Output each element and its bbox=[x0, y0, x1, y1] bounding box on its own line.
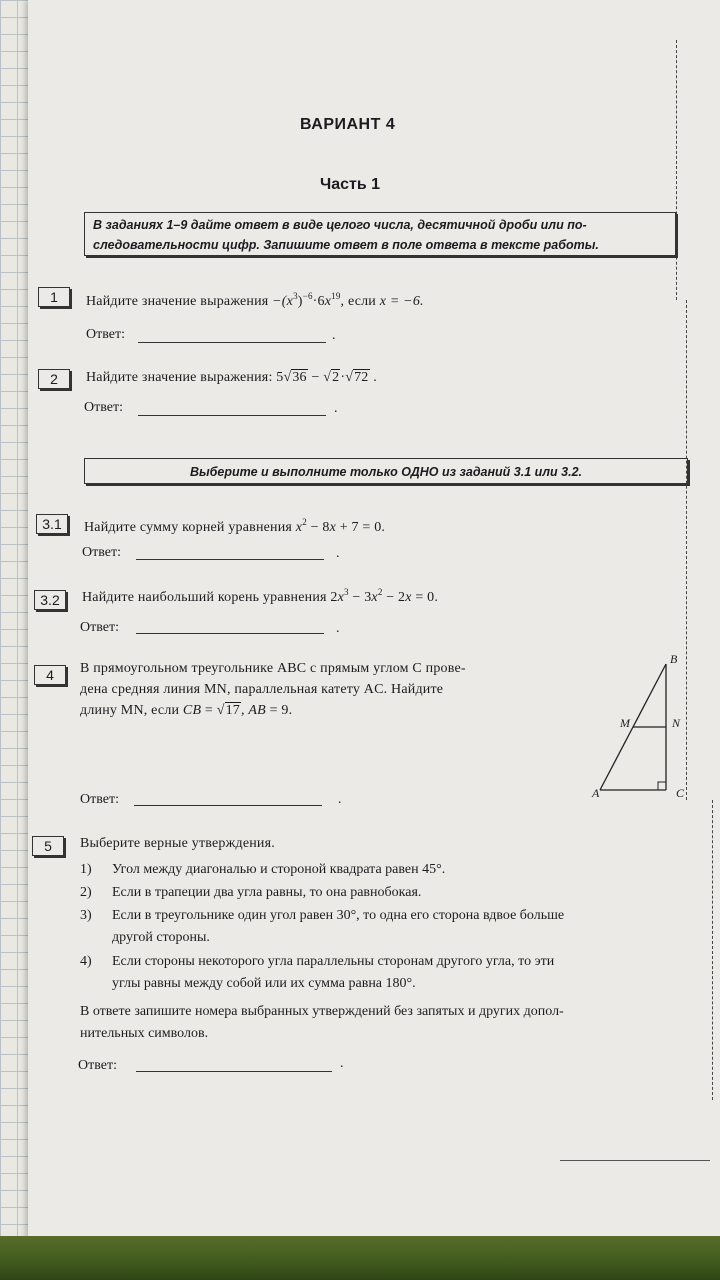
task-1-prefix: Найдите значение выражения bbox=[86, 294, 269, 309]
answer-dot-3-2: . bbox=[336, 621, 340, 636]
task-2-expression: 5√36 − √2·√72 . bbox=[276, 370, 377, 385]
statement-4-text: Если стороны некоторого угла параллельны сторонам другого угла, то эти bbox=[112, 954, 555, 969]
statement-1-number: 1) bbox=[80, 862, 92, 877]
bottom-rule bbox=[560, 1160, 710, 1161]
task-3-2-text bbox=[82, 582, 672, 608]
answer-field-1[interactable] bbox=[138, 341, 326, 343]
statement-3-text: Если в треугольнике один угол равен 30°, то одна его сторона вдвое больше bbox=[112, 908, 565, 923]
answer-label-2: Ответ: bbox=[84, 400, 123, 415]
choose-one-box: Выберите и выполните только ОДНО из заданий 3.1 или 3.2. bbox=[84, 458, 688, 484]
task-4-line-3: длину MN, если CB = √17, AB = 9. bbox=[80, 703, 293, 718]
statement-4-number: 4) bbox=[80, 954, 92, 969]
part-title: Часть 1 bbox=[320, 176, 381, 193]
statement-3-continuation: другой стороны. bbox=[112, 930, 210, 945]
answer-label-1: Ответ: bbox=[86, 327, 125, 342]
statement-2-number: 2) bbox=[80, 885, 92, 900]
task-5-note-line-2: нительных символов. bbox=[80, 1026, 209, 1041]
task-5-note-line-1: В ответе запишите номера выбранных утверждений без запятых и других допол- bbox=[80, 1004, 564, 1019]
instructions-line-1: В заданиях 1–9 дайте ответ в виде целого числа, десятичной дроби или по- bbox=[93, 218, 587, 232]
right-angle-mark bbox=[658, 782, 666, 790]
answer-field-4[interactable] bbox=[134, 804, 322, 806]
task-5-prompt: Выберите верные утверждения. bbox=[80, 836, 275, 851]
task-number-4: 4 bbox=[34, 665, 66, 685]
vertex-c-label: C bbox=[676, 786, 685, 800]
task-number-5: 5 bbox=[32, 836, 64, 856]
task-3-1-prefix: Найдите сумму корней уравнения bbox=[84, 520, 293, 535]
vertex-b-label: B bbox=[670, 652, 678, 666]
instructions-line-2: следовательности цифр. Запишите ответ в поле ответа в тексте работы. bbox=[93, 238, 599, 252]
answer-dot-3-1: . bbox=[336, 546, 340, 561]
statement-2-text: Если в трапеции два угла равны, то она равнобокая. bbox=[112, 885, 422, 900]
answer-field-3-1[interactable] bbox=[136, 558, 324, 560]
task-number-3-2: 3.2 bbox=[34, 590, 66, 610]
statement-1-text: Угол между диагональю и стороной квадрата равен 45°. bbox=[112, 862, 446, 877]
task-3-1-text bbox=[84, 512, 664, 538]
answer-dot-5: . bbox=[340, 1056, 344, 1071]
floor-background bbox=[0, 1236, 720, 1280]
task-1-expression: $-(x^3)^{-6}\cdot 6x^{19}$ bbox=[272, 291, 341, 309]
task-number-1: 1 bbox=[38, 287, 70, 307]
answer-label-4: Ответ: bbox=[80, 792, 119, 807]
task-4-line-2: дена средняя линия MN, параллельная катету AC. Найдите bbox=[80, 682, 444, 697]
point-m-label: M bbox=[620, 716, 630, 730]
answer-dot-2: . bbox=[334, 401, 338, 416]
task-3-2-prefix: Найдите наибольший корень уравнения bbox=[82, 590, 327, 605]
answer-field-2[interactable] bbox=[138, 414, 326, 416]
task-1-suffix: , если bbox=[340, 294, 377, 309]
task-3-1-equation: $x^2 - 8x + 7 = 0$. bbox=[295, 517, 386, 535]
task-1-text bbox=[86, 286, 666, 312]
variant-title: ВАРИАНТ 4 bbox=[300, 116, 396, 133]
answer-dot-1: . bbox=[332, 328, 336, 343]
statement-4-continuation: углы равны между собой или их сумма равна 180°. bbox=[112, 976, 416, 991]
task-4-line-1: В прямоугольном треугольнике ABC с прямым углом C прове- bbox=[80, 661, 466, 676]
cut-line bbox=[676, 40, 677, 300]
task-4-text bbox=[80, 658, 580, 721]
answer-label-3-2: Ответ: bbox=[80, 620, 119, 635]
instructions-box bbox=[84, 212, 676, 256]
answer-field-3-2[interactable] bbox=[136, 632, 324, 634]
answer-dot-4: . bbox=[338, 792, 342, 807]
vertex-a-label: A bbox=[592, 786, 600, 800]
task-number-3-1: 3.1 bbox=[36, 514, 68, 534]
task-number-2: 2 bbox=[38, 369, 70, 389]
statement-3-number: 3) bbox=[80, 908, 92, 923]
task-2-text bbox=[86, 367, 666, 388]
answer-label-5: Ответ: bbox=[78, 1058, 117, 1073]
cut-line bbox=[712, 800, 713, 1100]
task-1-condition: x = −6. bbox=[379, 294, 424, 309]
task-4-line-3-prefix: длину MN, если bbox=[80, 703, 180, 718]
point-n-label: N bbox=[672, 716, 681, 730]
task-2-prefix: Найдите значение выражения: bbox=[86, 370, 273, 385]
answer-field-5[interactable] bbox=[136, 1070, 332, 1072]
answer-label-3-1: Ответ: bbox=[82, 545, 121, 560]
task-3-2-equation: $2x^3 - 3x^2 - 2x = 0$. bbox=[330, 587, 439, 605]
